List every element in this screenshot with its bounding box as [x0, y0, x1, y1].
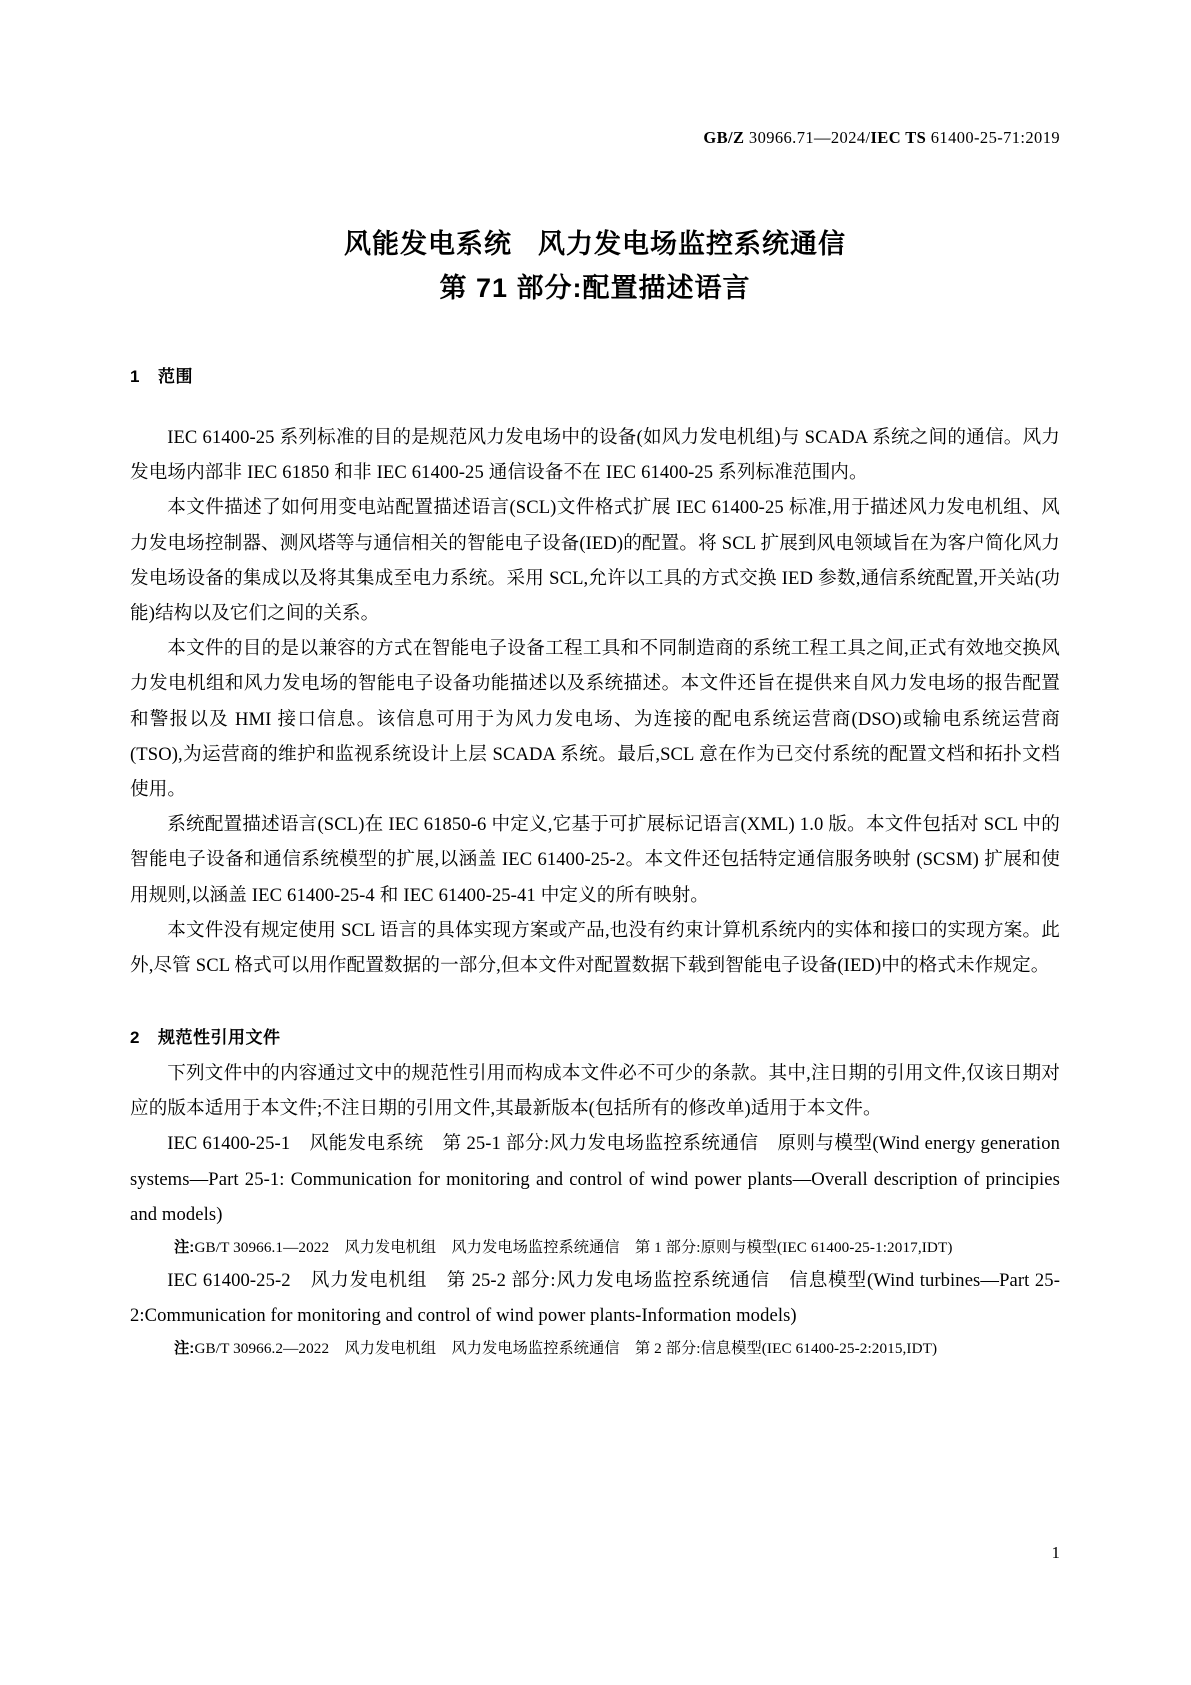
scope-paragraph: 本文件的目的是以兼容的方式在智能电子设备工程工具和不同制造商的系统工程工具之间,正式有效地交换风力发电机组和风力发电场的智能电子设备功能描述以及系统描述。本文件还旨在提供来自风力发电场的报告配置和警报以及 HMI 接口信息。该信息可用于为风力发电场、为连接的配电系统运营商(DSO)或输电系统运营商(TSO),为运营商的维护和监视系统设计上层 SCADA 系统。最后,SCL 意在作为已交付系统的配置文档和拓扑文档使用。: [130, 638, 1060, 801]
running-header-iec-number: 61400-25-71:2019: [926, 128, 1060, 147]
reference-entry: IEC 61400-25-2 风力发电机组 第 25-2 部分:风力发电场监控系统通信 信息模型(Wind turbines—Part 25-2:Communication for monitoring and control of wind power plants-Information models): [130, 1270, 1060, 1327]
clause-1-title: 范围: [158, 367, 193, 386]
note-label: 注:: [174, 1239, 195, 1257]
clause-1-number: 1: [130, 367, 140, 386]
scope-paragraph: 本文件没有规定使用 SCL 语言的具体实现方案或产品,也没有约束计算机系统内的实体和接口的实现方案。此外,尽管 SCL 格式可以用作配置数据的一部分,但本文件对配置数据下载到智能电子设备(IED)中的格式未作规定。: [130, 919, 1060, 977]
clause-heading-scope: [130, 362, 1060, 387]
clause-2-number: 2: [130, 1028, 140, 1047]
running-header-iec-label: IEC TS: [870, 128, 927, 147]
reference-entry: IEC 61400-25-1 风能发电系统 第 25-1 部分:风力发电场监控系统通信 原则与模型(Wind energy generation systems—Part 25-1: Communication for monitoring and control of wind power plants—Overall description of principies and models): [130, 1133, 1060, 1225]
title-system-name: 风能发电系统: [344, 229, 512, 259]
running-header-gb-number: 30966.71—2024/: [744, 128, 871, 147]
title-subject: 风力发电场监控系统通信: [538, 229, 846, 259]
page-number: 1: [1051, 1543, 1060, 1562]
scope-paragraph: 本文件描述了如何用变电站配置描述语言(SCL)文件格式扩展 IEC 61400-25 标准,用于描述风力发电机组、风力发电场控制器、测风塔等与通信相关的智能电子设备(IED)的配置。将 SCL 扩展到风电领域旨在为客户简化风力发电场设备的集成以及将其集成至电力系统。采用 SCL,允许以工具的方式交换 IED 参数,通信系统配置,开关站(功能)结构以及它们之间的关系。: [130, 497, 1060, 625]
normative-references-body: [130, 1056, 1060, 1364]
reference-note: [130, 1333, 1060, 1364]
reference-note: [130, 1232, 1060, 1263]
clause-2-title: 规范性引用文件: [158, 1028, 281, 1047]
running-header-gb-label: GB/Z: [703, 128, 745, 147]
normative-references-intro: 下列文件中的内容通过文中的规范性引用而构成本文件必不可少的条款。其中,注日期的引用文件,仅该日期对应的版本适用于本文件;不注日期的引用文件,其最新版本(包括所有的修改单)适用于本文件。: [130, 1063, 1060, 1120]
note-label: 注:: [174, 1340, 195, 1358]
running-header: [130, 128, 1060, 148]
note-text: GB/T 30966.1—2022 风力发电机组 风力发电场监控系统通信 第 1 部分:原则与模型(IEC 61400-25-1:2017,IDT): [194, 1239, 953, 1257]
title-line-1: [130, 222, 1060, 266]
page-title: [130, 222, 1060, 310]
scope-paragraph: IEC 61400-25 系列标准的目的是规范风力发电场中的设备(如风力发电机组)与 SCADA 系统之间的通信。风力发电场内部非 IEC 61850 和非 IEC 61400-25 通信设备不在 IEC 61400-25 系列标准范围内。: [130, 427, 1060, 484]
scope-body: [130, 420, 1060, 983]
scope-paragraph: 系统配置描述语言(SCL)在 IEC 61850-6 中定义,它基于可扩展标记语言(XML) 1.0 版。本文件包括对 SCL 中的智能电子设备和通信系统模型的扩展,以涵盖 IEC 61400-25-2。本文件还包括特定通信服务映射 (SCSM) 扩展和使用规则,以涵盖 IEC 61400-25-4 和 IEC 61400-25-41 中定义的所有映射。: [130, 814, 1060, 906]
clause-heading-normative-references: [130, 1023, 1060, 1048]
title-line-2: 第 71 部分:配置描述语言: [439, 273, 751, 303]
note-text: GB/T 30966.2—2022 风力发电机组 风力发电场监控系统通信 第 2 部分:信息模型(IEC 61400-25-2:2015,IDT): [194, 1340, 938, 1358]
